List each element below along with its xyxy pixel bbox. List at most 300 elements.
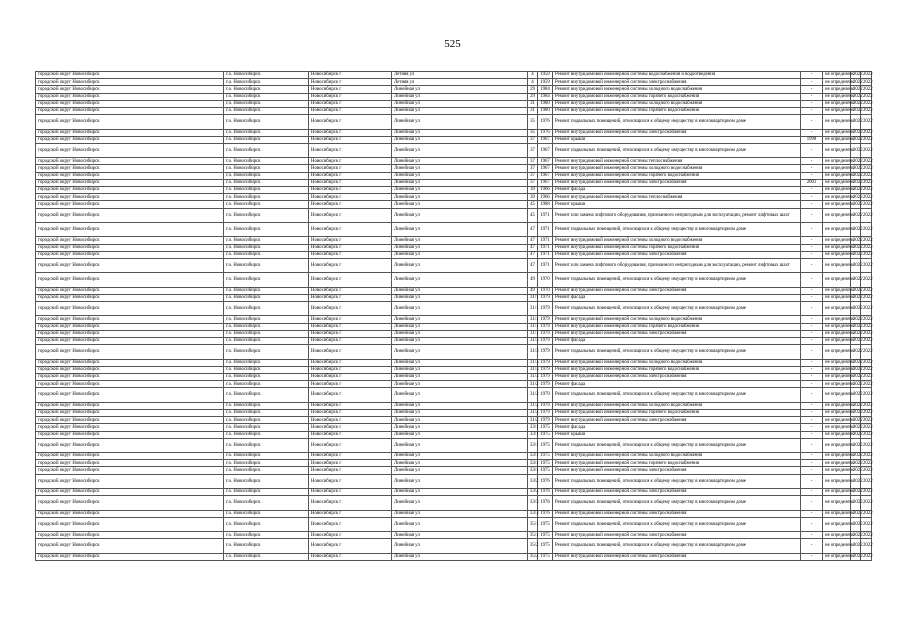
cell-street: Линейная ул — [392, 179, 528, 186]
cell-plan-year-end: 2022 — [861, 474, 872, 488]
cell-status: не определено — [823, 409, 851, 416]
cell-house-number: 29 — [528, 93, 538, 100]
cell-municipal-district: городской округ Новосибирск — [36, 194, 224, 201]
cell-last-repair-year: - — [801, 222, 823, 236]
cell-plan-year-start: 2022 — [851, 366, 861, 373]
cell-work-type: Ремонт крыши — [553, 136, 801, 143]
cell-last-repair-year: - — [801, 93, 823, 100]
cell-status: не определено — [823, 165, 851, 172]
cell-settlement: Новосибирск г — [309, 496, 392, 510]
cell-plan-year-end: 2022 — [861, 409, 872, 416]
cell-house-number: 39 — [528, 194, 538, 201]
cell-urban-district: г.о. Новосибирск — [224, 222, 309, 236]
cell-build-year: 1979 — [538, 417, 553, 424]
cell-street: Линейная ул — [392, 496, 528, 510]
cell-urban-district: г.о. Новосибирск — [224, 374, 309, 381]
cell-status: не определено — [823, 510, 851, 517]
cell-plan-year-end: 2022 — [861, 258, 872, 272]
cell-urban-district: г.о. Новосибирск — [224, 359, 309, 366]
cell-status: не определено — [823, 323, 851, 330]
table-row — [36, 179, 872, 186]
cell-municipal-district: городской округ Новосибирск — [36, 201, 224, 208]
cell-status: не определено — [823, 244, 851, 251]
cell-work-type: Ремонт внутридомовой инженерной системы холодного водоснабжения — [553, 86, 801, 93]
cell-urban-district: г.о. Новосибирск — [224, 244, 309, 251]
cell-work-type: Ремонт подвальных помещений, относящихся к общему имуществу в многоквартирном доме — [553, 438, 801, 452]
cell-plan-year-end: 2022 — [861, 244, 872, 251]
cell-status: не определено — [823, 474, 851, 488]
cell-house-number: 37 — [528, 165, 538, 172]
table-row — [36, 467, 872, 474]
cell-plan-year-start: 2022 — [851, 100, 861, 107]
cell-plan-year-start: 2022 — [851, 165, 861, 172]
cell-municipal-district: городской округ Новосибирск — [36, 467, 224, 474]
cell-house-number: 33/2 — [528, 474, 538, 488]
cell-house-number: 31/1 — [528, 316, 538, 323]
cell-house-number: 29 — [528, 86, 538, 93]
cell-work-type: Ремонт крыши — [553, 201, 801, 208]
cell-urban-district: г.о. Новосибирск — [224, 496, 309, 510]
cell-street: Линейная ул — [392, 158, 528, 165]
cell-work-type: Ремонт подвальных помещений, относящихся к общему имуществу в многоквартирном доме — [553, 496, 801, 510]
cell-build-year: 1967 — [538, 143, 553, 157]
cell-house-number: 47 — [528, 244, 538, 251]
cell-plan-year-end: 2022 — [861, 532, 872, 539]
cell-street: Линейная ул — [392, 424, 528, 431]
cell-settlement: Новосибирск г — [309, 136, 392, 143]
table-row — [36, 496, 872, 510]
cell-status: не определено — [823, 438, 851, 452]
cell-build-year: 1966 — [538, 194, 553, 201]
cell-plan-year-end: 2022 — [861, 172, 872, 179]
cell-house-number: 33/3 — [528, 496, 538, 510]
cell-urban-district: г.о. Новосибирск — [224, 208, 309, 222]
cell-settlement: Новосибирск г — [309, 374, 392, 381]
table-row — [36, 460, 872, 467]
cell-work-type: Ремонт внутридомовой инженерной системы теплоснабжения — [553, 158, 801, 165]
cell-municipal-district: городской округ Новосибирск — [36, 510, 224, 517]
cell-municipal-district: городской округ Новосибирск — [36, 136, 224, 143]
table-row — [36, 294, 872, 301]
cell-work-type: Ремонт внутридомовой инженерной системы горячего водоснабжения — [553, 366, 801, 373]
cell-municipal-district: городской округ Новосибирск — [36, 208, 224, 222]
table-row — [36, 143, 872, 157]
table-row — [36, 86, 872, 93]
cell-municipal-district: городской округ Новосибирск — [36, 517, 224, 531]
cell-house-number: 33/1 — [528, 467, 538, 474]
table-row — [36, 438, 872, 452]
cell-street: Линейная ул — [392, 294, 528, 301]
cell-plan-year-start: 2022 — [851, 359, 861, 366]
cell-build-year: 1967 — [538, 172, 553, 179]
cell-status: не определено — [823, 417, 851, 424]
cell-status: не определено — [823, 302, 851, 316]
cell-work-type: Ремонт внутридомовой инженерной системы горячего водоснабжения — [553, 93, 801, 100]
cell-build-year: 1976 — [538, 129, 553, 136]
cell-status: не определено — [823, 539, 851, 553]
cell-last-repair-year: - — [801, 115, 823, 129]
cell-plan-year-start: 2022 — [851, 86, 861, 93]
cell-plan-year-end: 2022 — [861, 143, 872, 157]
cell-street: Линейная ул — [392, 316, 528, 323]
cell-plan-year-start: 2022 — [851, 79, 861, 86]
table-row — [36, 510, 872, 517]
cell-urban-district: г.о. Новосибирск — [224, 165, 309, 172]
cell-build-year: 1988 — [538, 201, 553, 208]
cell-plan-year-start: 2022 — [851, 453, 861, 460]
cell-house-number: 39 — [528, 187, 538, 194]
cell-build-year: 1979 — [538, 302, 553, 316]
cell-settlement: Новосибирск г — [309, 165, 392, 172]
cell-street: Линейная ул — [392, 402, 528, 409]
cell-settlement: Новосибирск г — [309, 381, 392, 388]
cell-settlement: Новосибирск г — [309, 460, 392, 467]
cell-last-repair-year: - — [801, 237, 823, 244]
cell-plan-year-end: 2022 — [861, 222, 872, 236]
cell-plan-year-start: 2022 — [851, 402, 861, 409]
cell-plan-year-start: 2022 — [851, 532, 861, 539]
cell-street: Линейная ул — [392, 115, 528, 129]
cell-municipal-district: городской округ Новосибирск — [36, 129, 224, 136]
cell-municipal-district: городской округ Новосибирск — [36, 388, 224, 402]
cell-plan-year-end: 2022 — [861, 251, 872, 258]
cell-plan-year-end: 2022 — [861, 417, 872, 424]
cell-street: Линейная ул — [392, 417, 528, 424]
cell-work-type: Ремонт внутридомовой инженерной системы электроснабжения — [553, 417, 801, 424]
cell-work-type: Ремонт внутридомовой инженерной системы электроснабжения — [553, 510, 801, 517]
table-row — [36, 474, 872, 488]
cell-settlement: Новосибирск г — [309, 143, 392, 157]
cell-urban-district: г.о. Новосибирск — [224, 136, 309, 143]
cell-build-year: 1975 — [538, 553, 553, 560]
cell-plan-year-start: 2022 — [851, 409, 861, 416]
cell-municipal-district: городской округ Новосибирск — [36, 187, 224, 194]
table-row — [36, 208, 872, 222]
cell-last-repair-year: - — [801, 338, 823, 345]
cell-last-repair-year: - — [801, 553, 823, 560]
cell-build-year: 1967 — [538, 136, 553, 143]
cell-last-repair-year: - — [801, 409, 823, 416]
cell-plan-year-end: 2022 — [861, 302, 872, 316]
cell-municipal-district: городской округ Новосибирск — [36, 345, 224, 359]
cell-build-year: 1984 — [538, 93, 553, 100]
cell-municipal-district: городской округ Новосибирск — [36, 294, 224, 301]
table-row — [36, 100, 872, 107]
cell-plan-year-start: 2022 — [851, 338, 861, 345]
cell-build-year: 1979 — [538, 381, 553, 388]
cell-urban-district: г.о. Новосибирск — [224, 287, 309, 294]
cell-municipal-district: городской округ Новосибирск — [36, 158, 224, 165]
cell-plan-year-start: 2022 — [851, 302, 861, 316]
cell-work-type: Ремонт фасада — [553, 381, 801, 388]
cell-street: Линейная ул — [392, 474, 528, 488]
table-row — [36, 359, 872, 366]
cell-municipal-district: городской округ Новосибирск — [36, 258, 224, 272]
cell-plan-year-start: 2022 — [851, 467, 861, 474]
cell-settlement: Новосибирск г — [309, 244, 392, 251]
cell-plan-year-end: 2022 — [861, 510, 872, 517]
cell-house-number: 33/2 — [528, 489, 538, 496]
cell-plan-year-end: 2022 — [861, 467, 872, 474]
cell-last-repair-year: - — [801, 258, 823, 272]
cell-municipal-district: городской округ Новосибирск — [36, 417, 224, 424]
cell-work-type: Ремонт подвальных помещений, относящихся к общему имуществу в многоквартирном доме — [553, 143, 801, 157]
table-row — [36, 107, 872, 114]
cell-municipal-district: городской округ Новосибирск — [36, 496, 224, 510]
cell-settlement: Новосибирск г — [309, 330, 392, 337]
cell-build-year: 1971 — [538, 251, 553, 258]
cell-plan-year-start: 2022 — [851, 158, 861, 165]
cell-settlement: Новосибирск г — [309, 273, 392, 287]
cell-plan-year-end: 2022 — [861, 93, 872, 100]
cell-urban-district: г.о. Новосибирск — [224, 453, 309, 460]
cell-last-repair-year: - — [801, 86, 823, 93]
cell-status: не определено — [823, 179, 851, 186]
cell-municipal-district: городской округ Новосибирск — [36, 553, 224, 560]
cell-plan-year-start: 2022 — [851, 201, 861, 208]
cell-status: не определено — [823, 460, 851, 467]
table-row — [36, 532, 872, 539]
cell-house-number: 4 — [528, 79, 538, 86]
cell-plan-year-start: 2022 — [851, 517, 861, 531]
table-row — [36, 553, 872, 560]
cell-settlement: Новосибирск г — [309, 179, 392, 186]
table-row — [36, 338, 872, 345]
cell-work-type: Ремонт подвальных помещений, относящихся к общему имуществу в многоквартирном доме — [553, 115, 801, 129]
cell-urban-district: г.о. Новосибирск — [224, 553, 309, 560]
cell-municipal-district: городской округ Новосибирск — [36, 251, 224, 258]
cell-plan-year-start: 2022 — [851, 553, 861, 560]
cell-build-year: 1979 — [538, 316, 553, 323]
cell-last-repair-year: - — [801, 323, 823, 330]
cell-status: не определено — [823, 345, 851, 359]
cell-plan-year-end: 2022 — [861, 496, 872, 510]
cell-street: Линейная ул — [392, 222, 528, 236]
cell-house-number: 47 — [528, 258, 538, 272]
cell-build-year: 1975 — [538, 517, 553, 531]
cell-last-repair-year: - — [801, 72, 823, 79]
cell-urban-district: г.о. Новосибирск — [224, 100, 309, 107]
cell-municipal-district: городской округ Новосибирск — [36, 366, 224, 373]
cell-plan-year-start: 2022 — [851, 431, 861, 438]
cell-work-type: Ремонт внутридомовой инженерной системы холодного водоснабжения — [553, 453, 801, 460]
cell-settlement: Новосибирск г — [309, 402, 392, 409]
cell-work-type: Ремонт внутридомовой инженерной системы холодного водоснабжения — [553, 359, 801, 366]
cell-municipal-district: городской округ Новосибирск — [36, 438, 224, 452]
cell-settlement: Новосибирск г — [309, 409, 392, 416]
cell-plan-year-end: 2022 — [861, 460, 872, 467]
cell-street: Линейная ул — [392, 453, 528, 460]
cell-plan-year-start: 2022 — [851, 374, 861, 381]
cell-settlement: Новосибирск г — [309, 129, 392, 136]
cell-work-type: Ремонт внутридомовой инженерной системы теплоснабжения — [553, 194, 801, 201]
cell-settlement: Новосибирск г — [309, 251, 392, 258]
cell-urban-district: г.о. Новосибирск — [224, 93, 309, 100]
cell-settlement: Новосибирск г — [309, 237, 392, 244]
cell-municipal-district: городской округ Новосибирск — [36, 374, 224, 381]
cell-status: не определено — [823, 532, 851, 539]
cell-build-year: 1967 — [538, 158, 553, 165]
cell-plan-year-start: 2022 — [851, 72, 861, 79]
cell-plan-year-start: 2022 — [851, 107, 861, 114]
cell-status: не определено — [823, 330, 851, 337]
cell-status: не определено — [823, 424, 851, 431]
cell-urban-district: г.о. Новосибирск — [224, 79, 309, 86]
cell-plan-year-start: 2022 — [851, 129, 861, 136]
cell-urban-district: г.о. Новосибирск — [224, 409, 309, 416]
cell-street: Линейная ул — [392, 244, 528, 251]
table-row — [36, 417, 872, 424]
table-row — [36, 115, 872, 129]
cell-status: не определено — [823, 258, 851, 272]
cell-street: Линейная ул — [392, 532, 528, 539]
cell-plan-year-end: 2022 — [861, 489, 872, 496]
cell-last-repair-year: - — [801, 431, 823, 438]
cell-settlement: Новосибирск г — [309, 258, 392, 272]
cell-settlement: Новосибирск г — [309, 93, 392, 100]
cell-plan-year-start: 2022 — [851, 251, 861, 258]
cell-plan-year-end: 2022 — [861, 107, 872, 114]
cell-work-type: Ремонт внутридомовой инженерной системы горячего водоснабжения — [553, 460, 801, 467]
cell-street: Линейная ул — [392, 345, 528, 359]
cell-urban-district: г.о. Новосибирск — [224, 107, 309, 114]
cell-street: Летняя ул — [392, 72, 528, 79]
cell-build-year: 1979 — [538, 330, 553, 337]
cell-plan-year-start: 2022 — [851, 323, 861, 330]
cell-municipal-district: городской округ Новосибирск — [36, 431, 224, 438]
cell-plan-year-end: 2022 — [861, 187, 872, 194]
cell-last-repair-year: - — [801, 402, 823, 409]
cell-house-number: 31/3 — [528, 338, 538, 345]
table-row — [36, 79, 872, 86]
cell-status: не определено — [823, 388, 851, 402]
cell-municipal-district: городской округ Новосибирск — [36, 359, 224, 366]
cell-last-repair-year: - — [801, 79, 823, 86]
cell-last-repair-year: - — [801, 244, 823, 251]
cell-work-type: Ремонт внутридомовой инженерной системы электроснабжения — [553, 287, 801, 294]
cell-status: не определено — [823, 100, 851, 107]
table-row — [36, 93, 872, 100]
cell-house-number: 31 — [528, 107, 538, 114]
cell-plan-year-end: 2022 — [861, 158, 872, 165]
cell-build-year: 1975 — [538, 453, 553, 460]
cell-municipal-district: городской округ Новосибирск — [36, 539, 224, 553]
cell-work-type: Ремонт внутридомовой инженерной системы холодного водоснабжения — [553, 100, 801, 107]
cell-municipal-district: городской округ Новосибирск — [36, 474, 224, 488]
cell-plan-year-start: 2022 — [851, 474, 861, 488]
cell-municipal-district: городской округ Новосибирск — [36, 237, 224, 244]
cell-house-number: 31/2 — [528, 402, 538, 409]
table-row — [36, 136, 872, 143]
cell-settlement: Новосибирск г — [309, 345, 392, 359]
cell-status: не определено — [823, 222, 851, 236]
cell-municipal-district: городской округ Новосибирск — [36, 143, 224, 157]
cell-urban-district: г.о. Новосибирск — [224, 294, 309, 301]
cell-settlement: Новосибирск г — [309, 222, 392, 236]
cell-house-number: 33/1 — [528, 438, 538, 452]
cell-urban-district: г.о. Новосибирск — [224, 273, 309, 287]
cell-settlement: Новосибирск г — [309, 338, 392, 345]
cell-settlement: Новосибирск г — [309, 532, 392, 539]
cell-work-type: Ремонт подвальных помещений, относящихся к общему имуществу в многоквартирном доме — [553, 302, 801, 316]
cell-build-year: 1959 — [538, 79, 553, 86]
cell-build-year: 1975 — [538, 467, 553, 474]
cell-municipal-district: городской округ Новосибирск — [36, 381, 224, 388]
cell-work-type: Ремонт фасада — [553, 338, 801, 345]
cell-status: не определено — [823, 402, 851, 409]
cell-build-year: 1971 — [538, 208, 553, 222]
cell-street: Линейная ул — [392, 330, 528, 337]
cell-street: Линейная ул — [392, 366, 528, 373]
cell-status: не определено — [823, 115, 851, 129]
cell-plan-year-start: 2022 — [851, 496, 861, 510]
cell-last-repair-year: - — [801, 107, 823, 114]
cell-street: Линейная ул — [392, 251, 528, 258]
cell-municipal-district: городской округ Новосибирск — [36, 244, 224, 251]
cell-last-repair-year: - — [801, 496, 823, 510]
table-row — [36, 517, 872, 531]
cell-status: не определено — [823, 79, 851, 86]
cell-plan-year-start: 2022 — [851, 244, 861, 251]
table-row — [36, 158, 872, 165]
cell-plan-year-end: 2022 — [861, 553, 872, 560]
cell-status: не определено — [823, 187, 851, 194]
cell-plan-year-start: 2022 — [851, 194, 861, 201]
cell-last-repair-year: - — [801, 510, 823, 517]
cell-settlement: Новосибирск г — [309, 115, 392, 129]
cell-work-type: Ремонт подвальных помещений, относящихся к общему имуществу в многоквартирном доме — [553, 345, 801, 359]
table-row — [36, 431, 872, 438]
table-row — [36, 374, 872, 381]
cell-house-number: 49 — [528, 287, 538, 294]
cell-plan-year-start: 2022 — [851, 330, 861, 337]
cell-work-type: Ремонт фасада — [553, 187, 801, 194]
cell-last-repair-year: - — [801, 129, 823, 136]
cell-last-repair-year: - — [801, 460, 823, 467]
cell-status: не определено — [823, 517, 851, 531]
cell-street: Линейная ул — [392, 201, 528, 208]
cell-urban-district: г.о. Новосибирск — [224, 402, 309, 409]
cell-street: Линейная ул — [392, 359, 528, 366]
cell-plan-year-end: 2022 — [861, 517, 872, 531]
cell-settlement: Новосибирск г — [309, 287, 392, 294]
cell-status: не определено — [823, 553, 851, 560]
cell-house-number: 35/1 — [528, 517, 538, 531]
cell-settlement: Новосибирск г — [309, 86, 392, 93]
cell-urban-district: г.о. Новосибирск — [224, 158, 309, 165]
cell-urban-district: г.о. Новосибирск — [224, 86, 309, 93]
cell-settlement: Новосибирск г — [309, 294, 392, 301]
cell-urban-district: г.о. Новосибирск — [224, 474, 309, 488]
cell-street: Линейная ул — [392, 460, 528, 467]
cell-work-type: Ремонт фасада — [553, 424, 801, 431]
cell-status: не определено — [823, 374, 851, 381]
cell-urban-district: г.о. Новосибирск — [224, 539, 309, 553]
cell-street: Линейная ул — [392, 323, 528, 330]
cell-settlement: Новосибирск г — [309, 172, 392, 179]
cell-build-year: 1971 — [538, 258, 553, 272]
cell-work-type: Ремонт внутридомовой инженерной системы электроснабжения — [553, 330, 801, 337]
cell-last-repair-year: - — [801, 374, 823, 381]
cell-street: Линейная ул — [392, 553, 528, 560]
cell-urban-district: г.о. Новосибирск — [224, 424, 309, 431]
cell-build-year: 1976 — [538, 115, 553, 129]
cell-last-repair-year: - — [801, 345, 823, 359]
cell-house-number: 49 — [528, 273, 538, 287]
cell-house-number: 31/1 — [528, 294, 538, 301]
cell-street: Линейная ул — [392, 172, 528, 179]
cell-last-repair-year: - — [801, 302, 823, 316]
